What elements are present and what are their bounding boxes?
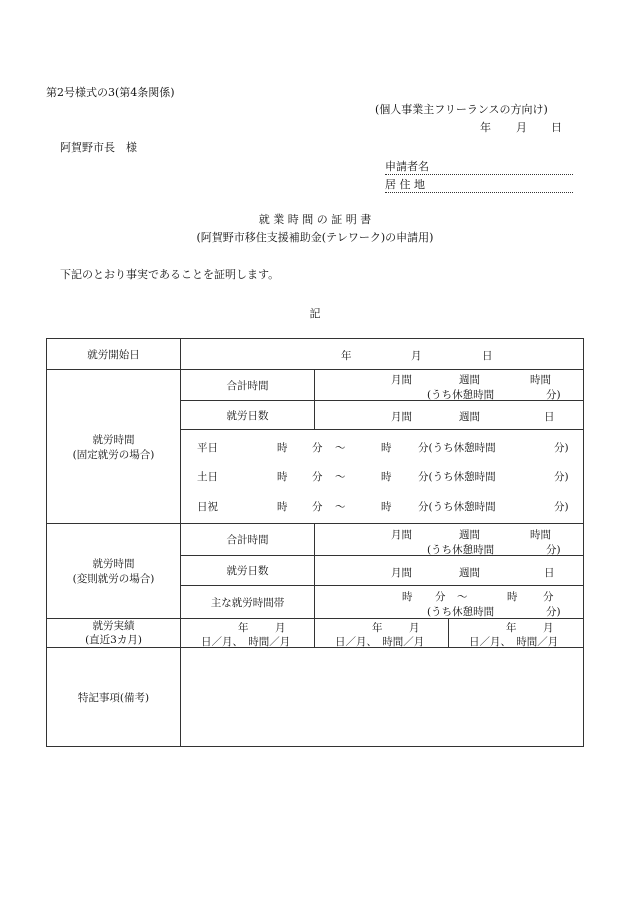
applicant-name-field[interactable] <box>385 158 573 175</box>
fixed-work-days-input[interactable]: 月間 週間 日 <box>315 401 584 430</box>
form-number: 第2号様式の3(第4条関係) <box>46 86 175 99</box>
fixed-total-hours-input[interactable]: 月間 週間 時間 (うち休憩時間 分) <box>315 370 584 401</box>
date-day-label: 日 <box>551 121 562 134</box>
ki-heading: 記 <box>309 307 321 320</box>
fixed-work-label-cell: 就労時間 (固定就労の場合) <box>47 370 181 524</box>
variable-work-days-label: 就労日数 <box>181 556 315 586</box>
work-record-month-2[interactable]: 年 月 日／月、 時間／月 <box>315 619 449 648</box>
weekend-hours-row[interactable]: 土日 時 分 ～ 時 分(うち休憩時間 分) <box>181 461 584 492</box>
main-hours-input[interactable]: 時 分 ～ 時 分 (うち休憩時間 分) <box>315 586 584 619</box>
remarks-input[interactable] <box>181 648 584 747</box>
variable-work-label-cell: 就労時間 (変則就労の場合) <box>47 524 181 619</box>
remarks-label-cell: 特記事項(備考) <box>47 648 181 747</box>
certification-statement: 下記のとおり事実であることを証明します。 <box>60 268 280 281</box>
work-record-label-cell: 就労実績 (直近3カ月) <box>47 619 181 648</box>
work-hours-table <box>46 338 584 747</box>
holiday-hours-row[interactable]: 日祝 時 分 ～ 時 分(うち休憩時間 分) <box>181 492 584 524</box>
addressee: 阿賀野市長 様 <box>60 141 137 154</box>
date-month-label: 月 <box>516 121 527 134</box>
fixed-total-hours-label: 合計時間 <box>181 370 315 401</box>
fixed-work-days-label: 就労日数 <box>181 401 315 430</box>
applicant-name-label: 申請者名 <box>385 160 429 173</box>
weekday-hours-row[interactable]: 平日 時 分 ～ 時 分(うち休憩時間 分) <box>181 430 584 461</box>
variable-total-hours-input[interactable]: 月間 週間 時間 (うち休憩時間 分) <box>315 524 584 556</box>
form-subtitle: (個人事業主フリーランスの方向け) <box>375 103 548 116</box>
variable-total-hours-label: 合計時間 <box>181 524 315 556</box>
address-field[interactable] <box>385 176 573 193</box>
document-subtitle: (阿賀野市移住支援補助金(テレワーク)の申請用) <box>196 231 434 244</box>
work-record-month-1[interactable]: 年 月 日／月、 時間／月 <box>181 619 315 648</box>
date-year-label: 年 <box>480 121 491 134</box>
variable-work-days-input[interactable]: 月間 週間 日 <box>315 556 584 586</box>
main-hours-label: 主な就労時間帯 <box>181 586 315 619</box>
address-label: 居 住 地 <box>385 178 425 191</box>
start-date-label-cell: 就労開始日 <box>47 339 181 370</box>
start-date-input-cell[interactable]: 年 月 日 <box>181 339 584 370</box>
work-record-month-3[interactable]: 年 月 日／月、 時間／月 <box>449 619 584 648</box>
document-title: 就 業 時 間 の 証 明 書 <box>258 213 372 226</box>
